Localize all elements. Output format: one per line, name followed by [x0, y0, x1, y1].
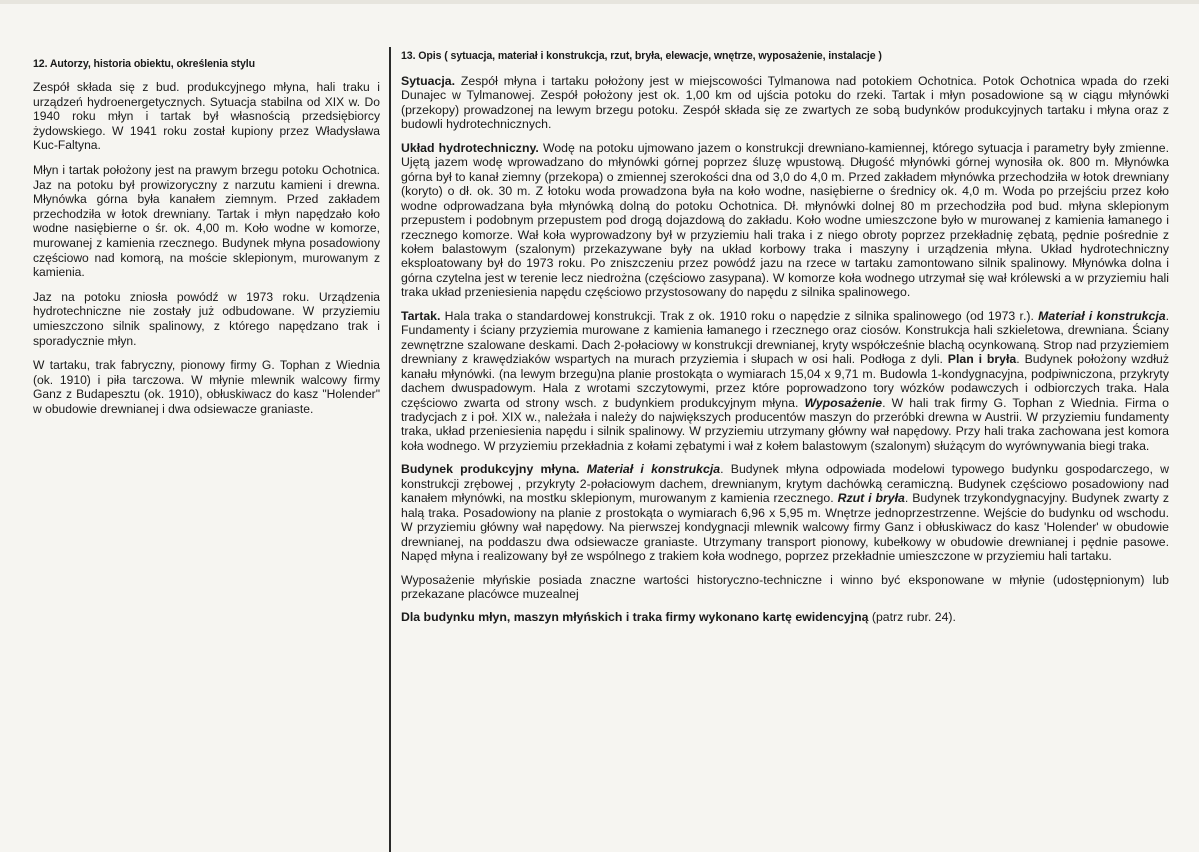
- left-paragraph-1: Zespół składa się z bud. produkcyjnego młyna, hali traku i urządzeń hydroenergetycznych. Sytuacja stabilna od XIX w. Do 1940 roku młyn i tartak był własnością przedsiębiorcy żydowskiego. W 1941 roku został kupiony przez Władysława Kuc-Faltyna.: [33, 80, 380, 153]
- subhead-plan-bryla: Plan i bryła: [947, 352, 1017, 367]
- text-tartak-2: . Fundamenty i ściany przyziemia murowane z kamienia łamanego i rzecznego oraz ciosów. Konstrukcja hali szkieletowa, drewniana. Ściany zewnętrzne szalowane deskami. Dach 2-połaciowy w konstrukcji drewnianej, kryty współcześnie blachą ocynkowaną. Strop nad przyziemiem drewniany z krawędziaków wspartych na murach przyziemia i słupach w osi hali. Podłoga z dyli.: [401, 308, 1169, 367]
- text-sytuacja: Zespół młyna i tartaku położony jest w miejscowości Tylmanowa nad potokiem Ochotnica. Potok Ochotnica wpada do rzeki Dunajec w Tylmanowej. Zespół położony jest ok. 1,00 km od ujścia potoku do rzeki. Tartak i młyn posadowione są w ciągu młynówki (przekopy) prowadzonej na lewym brzegu potoku. Zespół składa się ze zwartych ze sobą budynków produkcyjnych tartaku i młyna oraz z budowli hydrotechnicznych.: [401, 74, 1169, 132]
- section-13-column: [401, 50, 1169, 634]
- text-uklad-hydrotechniczny: Wodę na potoku ujmowano jazem o konstrukcji drewniano-kamiennej, którego sytuacja i parametry były zmienne. Ujętą jazem wodę wprowadzano do młynówki górnej poprzez śluzę wpustową. Długość młynówki górnej wynosiła ok. 800 m. Młynówka górna był to kanał ziemny (przekopa) o zmiennej szerokości dna od 3,0 do 4,0 m. Przed zakładem młynówka przechodziła w łotok drewniany (koryto) o dł. ok. 30 m. Z łotoku woda prowadzona była na koło wodne, nasiębierne o średnicy ok. 4,0 m. Woda po przejściu przez koło wodne odprowadzana była młynówką dolną do potoku Ochotnica. Dł. młynówki dolnej 80 m przechodziła pod bud. młyna sklepionym przepustem i podobnym przepustem pod drogą dojazdową do zakładu. Koło wodne umieszczone było w murowanej z kamienia łamanego i rzecznego komorze. Wał koła wyprowadzony był w przyziemiu hali traka i z niego obroty poprzez przekładnię zębatą, pędnie pośrednie z kołem balastowym (szalonym) przekazywane były na układ korbowy traka i maszyny i urządzenia młyna. Układ hydrotechniczny eksploatowany był do 1973 roku. Po zniszczeniu przez powódź jazu na rzece w tartaku zamontowano silnik spalinowy. Młynówka dolna i górna czytelna jest w terenie lecz niedrożna (częściowo zasypana). W komorze koła wodnego utrzymał się wał królewski a w przyziemiu hali traka układ przeniesienia napędu częściowo przystosowany do napędu z silnika spalinowego.: [401, 140, 1169, 300]
- text-mlyn-2: . Budynek trzykondygnacyjny. Budynek zwarty z halą traka. Posadowiony na planie z prostokąta o wymiarach 6,96 x 5,95 m. Wnętrze jednoprzestrzenne. Wejście do budynku od wschodu. W przyziemiu główny wał napędowy. Na pierwszej kondygnacji mlewnik walcowy firmy Ganz i obłuskiwacz do kasz 'Holender' w obudowie drewnianej, na poddaszu dwa odsiewacze graniaste. Utrzymany transport pionowy, kubełkowy w obudowie drewnianej i pędnie pasowe. Napęd młyna i realizowany był ze wspólnego z trakiem koła wodnego, poprzez przekładnie umieszczone w przyziemiu hali tartaku.: [401, 491, 1169, 564]
- paragraph-tartak: [401, 309, 1169, 454]
- karta-reference: (patrz rubr. 24).: [868, 610, 956, 625]
- lead-sytuacja: Sytuacja.: [401, 74, 455, 88]
- paragraph-uklad-hydrotechniczny: [401, 141, 1169, 300]
- paragraph-wyposazenie-mlynskie: Wyposażenie młyńskie posiada znaczne wartości historyczno-techniczne i winno być eksponowane w młynie (udostępnionym) lub przekazane placówce muzealnej: [401, 572, 1169, 601]
- text-mlyn-1: . Budynek młyna odpowiada modelowi typowego budynku gospodarczego, w konstrukcji zrębowej , przykryty 2-połaciowym dachem, drewnianym, krytym dachówką ceramiczną. Budynek częściowo posadowiony nad kanałem młynówki, na mostku sklepionym, murowanym z kamienia rzecznego.: [401, 462, 1170, 506]
- lead-budynek-mlyna: Budynek produkcyjny młyna.: [401, 462, 580, 477]
- subhead-material-konstrukcja: Materiał i konstrukcja: [1038, 308, 1166, 323]
- subhead-rzut-bryla: Rzut i bryła: [837, 491, 905, 506]
- paragraph-karta-ewidencyjna: [401, 610, 1169, 624]
- text-tartak-1: Hala traka o standardowej konstrukcji. Trak z ok. 1910 roku o napędzie z silnika spalinowego (od 1973 r.).: [440, 308, 1039, 323]
- lead-tartak: Tartak.: [401, 308, 441, 323]
- page-top-edge: [0, 0, 1199, 4]
- section-12-heading: 12. Autorzy, historia obiektu, określenia stylu: [33, 58, 255, 70]
- left-paragraph-3: Jaz na potoku zniosła powódź w 1973 roku. Urządzenia hydrotechniczne nie zostały już odbudowane. W przyziemiu umieszczono silnik spalinowy, z którego napędzano trak i sporadycznie młyn.: [33, 289, 380, 348]
- paragraph-sytuacja: [401, 74, 1169, 132]
- text-tartak-3: . Budynek położony wzdłuż kanału młynówki. (na lewym brzegu)na planie prostokąta o wymiarach 15,04 x 9,71 m. Budowla 1-kondygnacyjna, podpiwniczona, przykryty dachem dwuspadowym. Hala z wrotami szczytowymi, przez które poprowadzono tory wózków podawczych i odbiorczych traka. Hala częściowo zwarta od strony wsch. z budynkiem produkcyjnym młyna.: [401, 352, 1169, 410]
- karta-bold-text: Dla budynku młyn, maszyn młyńskich i traka firmy wykonano kartę ewidencyjną: [401, 610, 869, 625]
- section-12-column: [33, 58, 380, 426]
- column-divider: [389, 47, 391, 852]
- lead-uklad-hydrotechniczny: Układ hydrotechniczny.: [401, 140, 539, 155]
- section-13-heading: 13. Opis ( sytuacja, materiał i konstrukcja, rzut, bryła, elewacje, wnętrze, wyposażenie, instalacje ): [401, 50, 882, 62]
- paragraph-budynek-mlyna: [401, 462, 1169, 563]
- subhead-wyposazenie: Wyposażenie: [804, 395, 883, 410]
- left-paragraph-4: W tartaku, trak fabryczny, pionowy firmy G. Tophan z Wiednia (ok. 1910) i piła tarczowa. W młynie mlewnik walcowy firmy Ganz z Budapesztu (ok. 1910), obłuskiwacz do kasz "Holender" w obudowie drewnianej i dwa odsiewacze graniaste.: [33, 358, 380, 416]
- text-tartak-4: . W hali trak firmy G. Tophan z Wiednia. Firma o tradycjach z i poł. XIX w., należała i należy do największych producentów maszyn do przeróbki drewna w Austrii. W przyziemiu fundamenty traka, układ przeniesienia napędu i silnik spalinowy. W przyziemiu utrzymany główny wał napędowy. Przy hali traka zachowana jest komora koła wodnego. W przyziemiu przekładnia z kołami zębatymi i wał z kołem balastowym (szalonym) służącym do wyrównywania biegi traka.: [401, 395, 1169, 453]
- subhead-mlyn-material: Materiał i konstrukcja: [586, 462, 721, 477]
- left-paragraph-2: Młyn i tartak położony jest na prawym brzegu potoku Ochotnica. Jaz na potoku był prowizoryczny z narzutu kamieni i drewna. Młynówka górna była kanałem ziemnym. Przed zakładem przechodziła w łotok drewniany. Tartak i młyn napędzało koło wodne nasiębierne o śr. ok. 4,00 m. Koło wodne w komorze, murowanej z kamienia rzecznego. Budynek młyna posadowiony częściowo nad komorą, na moście sklepionym, murowanym z kamienia.: [33, 162, 380, 280]
